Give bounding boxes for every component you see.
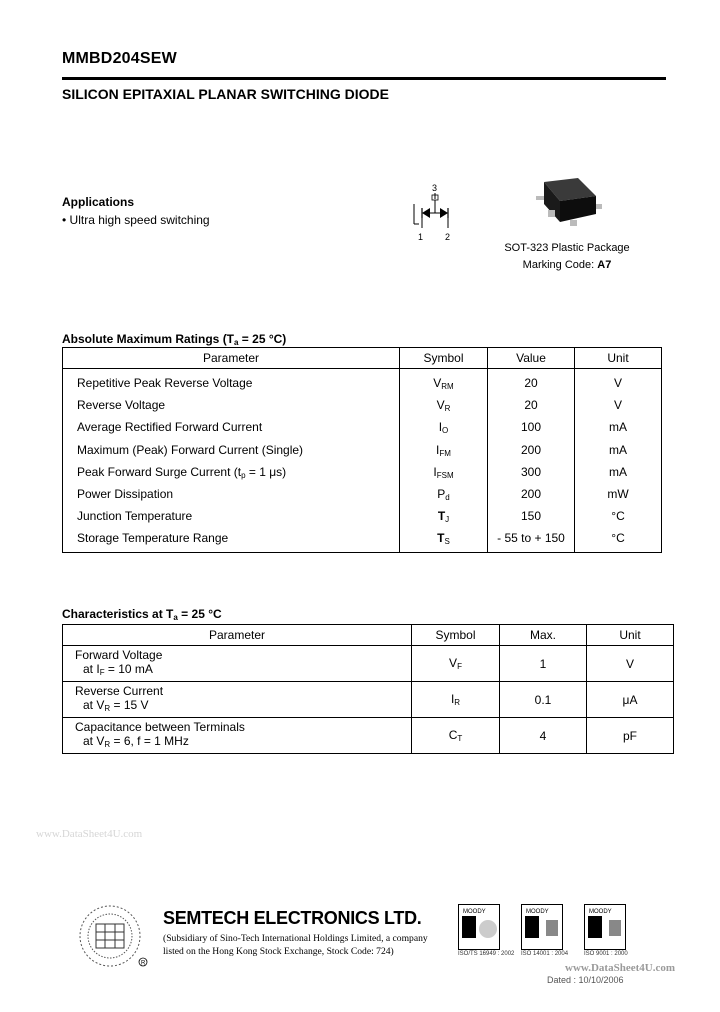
watermark-text-footer: www.DataSheet4U.com xyxy=(565,962,675,974)
col-unit: Unit xyxy=(575,348,662,369)
col-value: Value xyxy=(488,348,575,369)
moody-cert-badge-ts16949 xyxy=(458,904,500,950)
circuit-diagram xyxy=(405,182,467,244)
abs-max-body xyxy=(63,369,662,553)
package-label: SOT-323 Plastic Package xyxy=(504,242,630,254)
col-symbol: Symbol xyxy=(400,348,488,369)
applications-item: • Ultra high speed switching xyxy=(62,213,210,227)
moody-cert-badge-iso9001 xyxy=(584,904,626,950)
watermark-text: www.DataSheet4U.com xyxy=(36,828,143,840)
col-max: Max. xyxy=(500,625,587,646)
col-parameter: Parameter xyxy=(63,625,412,646)
svg-text:MOODY: MOODY xyxy=(589,909,612,915)
company-subtitle: (Subsidiary of Sino-Tech International Holdings Limited, a company listed on the Hong Kong Stock Exchange, Stock Code: 724) xyxy=(163,933,428,957)
pin-3-label: 3 xyxy=(432,183,438,193)
abs-max-header-row xyxy=(63,348,662,369)
svg-text:MOODY: MOODY xyxy=(526,909,549,915)
part-number: MMBD204SEW xyxy=(62,50,177,67)
semtech-logo xyxy=(76,904,150,972)
table-row: Peak Forward Surge Current ($t_p = 1$ μs) xyxy=(77,464,287,480)
pin-2-label: 2 xyxy=(445,232,451,242)
pin-1-label: 1 xyxy=(418,232,424,242)
table-row: Reverse Voltage xyxy=(77,398,166,413)
cert-caption: ISO/TS 16949 : 2002 xyxy=(458,951,515,957)
moody-cert-badge-iso14001 xyxy=(521,904,563,950)
table-row: Reverse Current at $V_R = 15$ V $I_R$ 0.1 μA xyxy=(63,682,674,718)
document-date: Dated : 10/10/2006 xyxy=(547,975,624,985)
characteristics-title: Characteristics at $T_a = 25$ °C xyxy=(62,607,222,622)
table-row: Storage Temperature Range xyxy=(77,531,229,546)
abs-max-values: 20 20 100 200 300 200 150 - 55 to + 150 xyxy=(488,369,575,553)
abs-max-symbols: $V_{RM}$ $V_R$ $I_O$ $I_{FM}$ $I_{FSM}$ $P_d$ $T_J$ $T_S$ xyxy=(400,369,488,553)
sot323-package-image xyxy=(530,174,606,234)
table-row: Capacitance between Terminals at $V_R = 6$, f = 1 MHz $C_T$ 4 pF xyxy=(63,718,674,754)
marking-code-label: Marking Code: xyxy=(522,259,598,271)
abs-max-table xyxy=(62,347,662,553)
characteristics-header-row xyxy=(63,625,674,646)
characteristics-table xyxy=(62,624,674,754)
company-name: SEMTECH ELECTRONICS LTD. xyxy=(163,908,422,928)
svg-text:R: R xyxy=(141,960,146,967)
col-unit: Unit xyxy=(587,625,674,646)
cert-caption: ISO 9001 : 2000 xyxy=(584,951,628,957)
table-row: Power Dissipation xyxy=(77,486,174,501)
abs-max-units: V V mA mA mA mW °C °C xyxy=(575,369,662,553)
cert-caption: ISO 14001 : 2004 xyxy=(521,951,569,957)
applications-heading: Applications xyxy=(62,195,135,209)
table-row: Forward Voltage at $I_F = 10$ mA $V_F$ 1 V xyxy=(63,646,674,682)
table-row: Repetitive Peak Reverse Voltage xyxy=(77,376,253,390)
svg-text:MOODY: MOODY xyxy=(463,909,486,915)
col-parameter: Parameter xyxy=(63,348,400,369)
table-row: Average Rectified Forward Current xyxy=(77,420,263,435)
col-symbol: Symbol xyxy=(412,625,500,646)
table-row: Junction Temperature xyxy=(77,509,193,524)
header-rule xyxy=(62,77,666,80)
table-row: Maximum (Peak) Forward Current (Single) xyxy=(77,442,304,457)
document-subtitle: SILICON EPITAXIAL PLANAR SWITCHING DIODE xyxy=(62,86,389,102)
marking-code xyxy=(490,259,644,271)
marking-code-value: A7 xyxy=(597,259,612,271)
abs-max-params xyxy=(63,369,400,553)
abs-max-title: Absolute Maximum Ratings ($T_a = 25$ °C) xyxy=(62,332,287,347)
